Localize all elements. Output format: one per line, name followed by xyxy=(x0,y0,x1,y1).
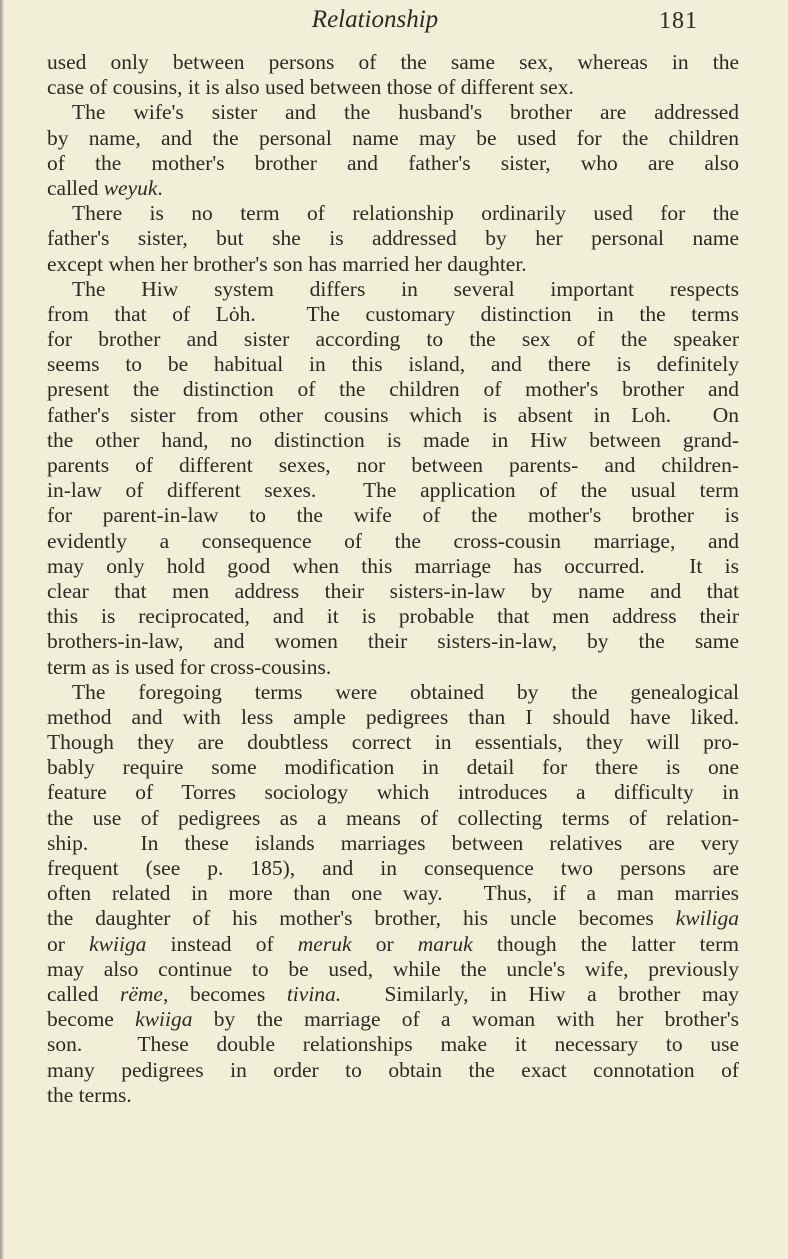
text-line xyxy=(47,705,739,730)
text-segment: may also continue to be used, while the uncle's wife, previously xyxy=(47,956,739,981)
text-line xyxy=(47,856,739,881)
text-segment: this is reciprocated, and it is probable that men address their xyxy=(47,604,739,629)
text-segment: , becomes xyxy=(162,981,287,1006)
italic-term: rëme xyxy=(119,981,163,1006)
text-line xyxy=(47,1007,739,1032)
text-segment: frequent (see p. 185), and in consequence two persons are xyxy=(47,856,739,880)
page-number: 181 xyxy=(659,8,698,34)
text-segment: of the mother's brother and father's sister, who are also xyxy=(47,150,739,175)
text-line xyxy=(47,252,739,277)
text-segment: The foregoing terms were obtained by the genealogical xyxy=(72,679,739,704)
text-line xyxy=(47,478,739,503)
text-segment: bably require some modification in detail for there is one xyxy=(47,755,739,780)
text-line xyxy=(47,226,739,251)
text-line xyxy=(47,881,739,906)
text-segment: for parent-in-law to the wife of the mother's brother is xyxy=(47,503,739,528)
text-segment: brothers-in-law, and women their sisters-in-law, by the same xyxy=(47,629,739,654)
running-title: Relationship xyxy=(311,6,439,33)
text-line xyxy=(47,755,739,780)
text-segment: Though they are doubtless correct in essentials, they will pro- xyxy=(47,730,739,755)
text-segment: called xyxy=(47,981,120,1006)
italic-term: kwiiga xyxy=(89,931,147,956)
text-segment: case of cousins, it is also used between those of different sex. xyxy=(47,75,574,100)
text-segment: present the distinction of the children of mother's brother and xyxy=(47,377,739,402)
text-segment: instead of xyxy=(146,931,298,956)
italic-term: weyuk xyxy=(103,175,158,200)
text-segment: seems to be habitual in this island, and there is definitely xyxy=(47,352,739,377)
text-segment: the daughter of his mother's brother, his uncle becomes xyxy=(47,906,676,931)
text-line xyxy=(47,806,739,831)
text-line xyxy=(47,352,739,377)
text-line xyxy=(47,100,739,125)
italic-term: meruk xyxy=(297,931,352,956)
text-line xyxy=(47,277,739,302)
text-segment: many pedigrees in order to obtain the exact connotation of xyxy=(47,1057,739,1082)
text-segment: son. These double relationships make it necessary to use xyxy=(47,1032,739,1057)
text-segment: clear that men address their sisters-in-law by name and that xyxy=(47,578,739,603)
text-segment: by the marriage of a woman with her brother's xyxy=(192,1007,739,1032)
text-segment: by name, and the personal name may be used for the children xyxy=(47,125,739,150)
text-segment: evidently a consequence of the cross-cousin marriage, and xyxy=(47,528,739,553)
text-segment: called xyxy=(47,175,104,200)
text-line xyxy=(47,1058,739,1083)
text-segment: the other hand, no distinction is made in Hiw between grand- xyxy=(47,427,739,452)
body-text xyxy=(47,50,739,1108)
text-line xyxy=(47,780,739,805)
text-line xyxy=(47,604,739,629)
text-segment: in-law of different sexes. The application of the usual term xyxy=(47,478,739,503)
text-line xyxy=(47,906,739,931)
text-line xyxy=(47,680,739,705)
text-segment: father's sister, but she is addressed by her personal name xyxy=(47,226,739,251)
text-segment: for brother and sister according to the sex of the speaker xyxy=(47,327,739,352)
text-line xyxy=(47,428,739,453)
text-line xyxy=(47,957,739,982)
text-segment: The wife's sister and the husband's brother are addressed xyxy=(72,100,739,125)
text-segment: There is no term of relationship ordinarily used for the xyxy=(72,201,739,226)
text-line xyxy=(47,655,739,680)
text-line xyxy=(47,403,739,428)
text-line xyxy=(47,529,739,554)
text-line xyxy=(47,1032,739,1057)
text-line xyxy=(47,50,739,75)
text-line xyxy=(47,831,739,856)
text-line xyxy=(47,151,739,176)
text-line xyxy=(47,201,739,226)
text-line xyxy=(47,554,739,579)
text-segment: . xyxy=(157,175,163,200)
text-segment: father's sister from other cousins which is absent in Loh. On xyxy=(47,402,739,427)
text-segment: ship. In these islands marriages between relatives are very xyxy=(47,830,739,855)
text-segment: feature of Torres sociology which introduces a difficulty in xyxy=(47,780,739,805)
text-line xyxy=(47,75,739,100)
page-edge-shadow xyxy=(0,0,4,1259)
text-segment: from that of Lȯh. The customary distinction in the terms xyxy=(47,301,739,326)
text-segment: except when her brother's son has married her daughter. xyxy=(47,251,527,276)
text-segment: or xyxy=(351,931,418,956)
text-line xyxy=(47,377,739,402)
text-line xyxy=(47,982,739,1007)
text-line xyxy=(47,453,739,478)
text-segment: often related in more than one way. Thus, if a man marries xyxy=(47,881,739,906)
text-segment: though the latter term xyxy=(472,931,739,956)
italic-term: tivina. xyxy=(286,981,342,1006)
running-head xyxy=(0,2,788,42)
text-line xyxy=(47,730,739,755)
text-segment: become xyxy=(47,1007,136,1032)
text-segment: Similarly, in Hiw a brother may xyxy=(341,981,740,1006)
text-line xyxy=(47,176,739,201)
text-segment: used only between persons of the same sex, whereas in the xyxy=(47,50,739,74)
text-line xyxy=(47,932,739,957)
text-segment: or xyxy=(47,931,90,956)
text-segment: parents of different sexes, nor between parents- and children- xyxy=(47,453,739,477)
italic-term: maruk xyxy=(417,931,473,956)
text-line xyxy=(47,579,739,604)
text-segment: method and with less ample pedigrees than I should have liked. xyxy=(47,704,739,729)
text-segment: the terms. xyxy=(47,1082,132,1107)
text-line xyxy=(47,327,739,352)
text-segment: may only hold good when this marriage has occurred. It is xyxy=(47,553,739,578)
italic-term: kwiliga xyxy=(675,906,739,931)
text-line xyxy=(47,1083,739,1108)
italic-term: kwiiga xyxy=(135,1007,193,1032)
text-segment: the use of pedigrees as a means of collecting terms of relation- xyxy=(47,805,739,830)
text-line xyxy=(47,302,739,327)
text-line xyxy=(47,629,739,654)
text-line xyxy=(47,503,739,528)
text-segment: The Hiw system differs in several important respects xyxy=(72,276,739,301)
text-line xyxy=(47,126,739,151)
text-segment: term as is used for cross-cousins. xyxy=(47,654,332,679)
